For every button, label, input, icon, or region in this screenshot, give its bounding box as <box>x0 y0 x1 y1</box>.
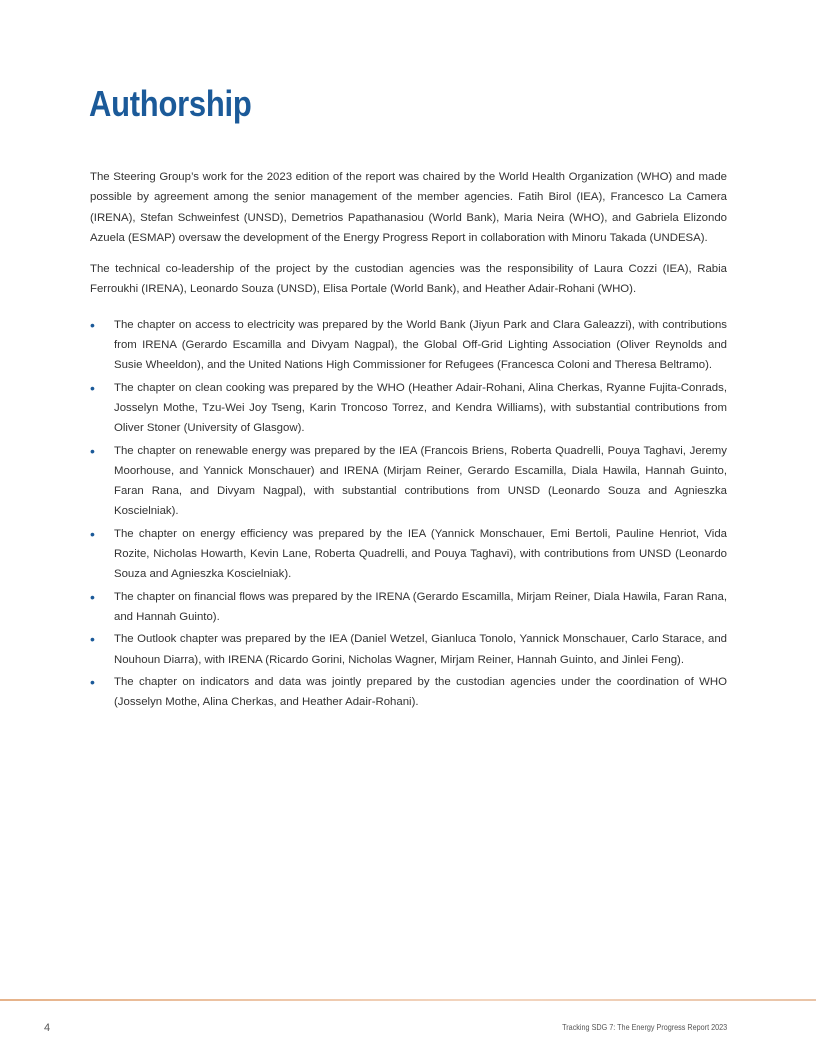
bullet-icon: • <box>90 525 95 542</box>
list-item-text: The chapter on financial flows was prepared by the IRENA (Gerardo Escamilla, Mirjam Reiner, Diala Hawila, Faran Rana, and Hannah Guinto). <box>114 590 727 623</box>
footer-divider <box>0 999 816 1001</box>
list-item <box>90 672 727 713</box>
chapter-contributors-list <box>90 315 727 713</box>
page-number: 4 <box>44 1022 51 1034</box>
list-item <box>90 524 727 585</box>
bullet-icon: • <box>90 316 95 333</box>
list-item <box>90 315 727 376</box>
bullet-icon: • <box>90 631 95 648</box>
list-item <box>90 629 727 670</box>
list-item-text: The chapter on renewable energy was prepared by the IEA (Francois Briens, Roberta Quadrelli, Pouya Taghavi, Jeremy Moorhouse, and Yannick Monschauer) and IRENA (Mirjam Reiner, Gerardo Escamilla, Diala Hawila, Hannah Guinto, Faran Rana, and Divyam Nagpal), with substantial contributions from UNSD (Leonardo Souza and Agnieszka Koscielniak). <box>114 444 727 518</box>
list-item-text: The chapter on access to electricity was prepared by the World Bank (Jiyun Park and Clara Galeazzi), with contributions from IRENA (Gerardo Escamilla and Divyam Nagpal), the Global Off-Grid Lighting Association (Oliver Reynolds and Susie Wheeldon), and the United Nations High Commissioner for Refugees (Francesca Coloni and Theresa Beltramo). <box>114 318 727 372</box>
list-item-text: The chapter on energy efficiency was prepared by the IEA (Yannick Monschauer, Emi Bertoli, Pauline Henriot, Vida Rozite, Nicholas Howarth, Kevin Lane, Roberta Quadrelli, and Pouya Taghavi), with contributions from UNSD (Leonardo Souza and Agnieszka Koscielniak). <box>114 527 727 581</box>
intro-paragraph: The Steering Group’s work for the 2023 edition of the report was chaired by the World Health Organization (WHO) and made possible by agreement among the senior management of the member agencies. Fatih Birol (IEA), Francesco La Camera (IRENA), Stefan Schweinfest (UNSD), Demetrios Papathanasiou (World Bank), Maria Neira (WHO), and Gabriela Elizondo Azuela (ESMAP) oversaw the development of the Energy Progress Report in collaboration with Minoru Takada (UNDESA). <box>90 171 727 244</box>
list-item <box>90 587 727 628</box>
bullet-icon: • <box>90 379 95 396</box>
page-title: Authorship <box>89 83 252 124</box>
list-item-text: The chapter on clean cooking was prepared by the WHO (Heather Adair-Rohani, Alina Cherkas, Ryanne Fujita-Conrads, Josselyn Mothe, Tzu-Wei Joy Tseng, Karin Troncoso Torrez, and Kendra Williams), with substantial contributions from Oliver Stoner (University of Glasgow). <box>114 381 727 435</box>
co-leadership-paragraph: The technical co-leadership of the project by the custodian agencies was the responsibility of Laura Cozzi (IEA), Rabia Ferroukhi (IRENA), Leonardo Souza (UNSD), Elisa Portale (World Bank), and Heather Adair-Rohani (WHO). <box>90 263 727 296</box>
list-item <box>90 441 727 522</box>
list-item <box>90 378 727 439</box>
bullet-icon: • <box>90 673 95 690</box>
body-text <box>90 167 727 714</box>
list-item-text: The chapter on indicators and data was jointly prepared by the custodian agencies under the coordination of WHO (Josselyn Mothe, Alina Cherkas, and Heather Adair-Rohani). <box>114 675 727 709</box>
report-title: Tracking SDG 7: The Energy Progress Report 2023 <box>561 1022 727 1032</box>
list-item-text: The Outlook chapter was prepared by the IEA (Daniel Wetzel, Gianluca Tonolo, Yannick Monschauer, Carlo Starace, and Nouhoun Diarra), with IRENA (Ricardo Gorini, Nicholas Wagner, Mirjam Reiner, Hannah Guinto, and Jinlei Feng). <box>114 633 727 666</box>
bullet-icon: • <box>90 588 95 605</box>
bullet-icon: • <box>90 442 95 459</box>
